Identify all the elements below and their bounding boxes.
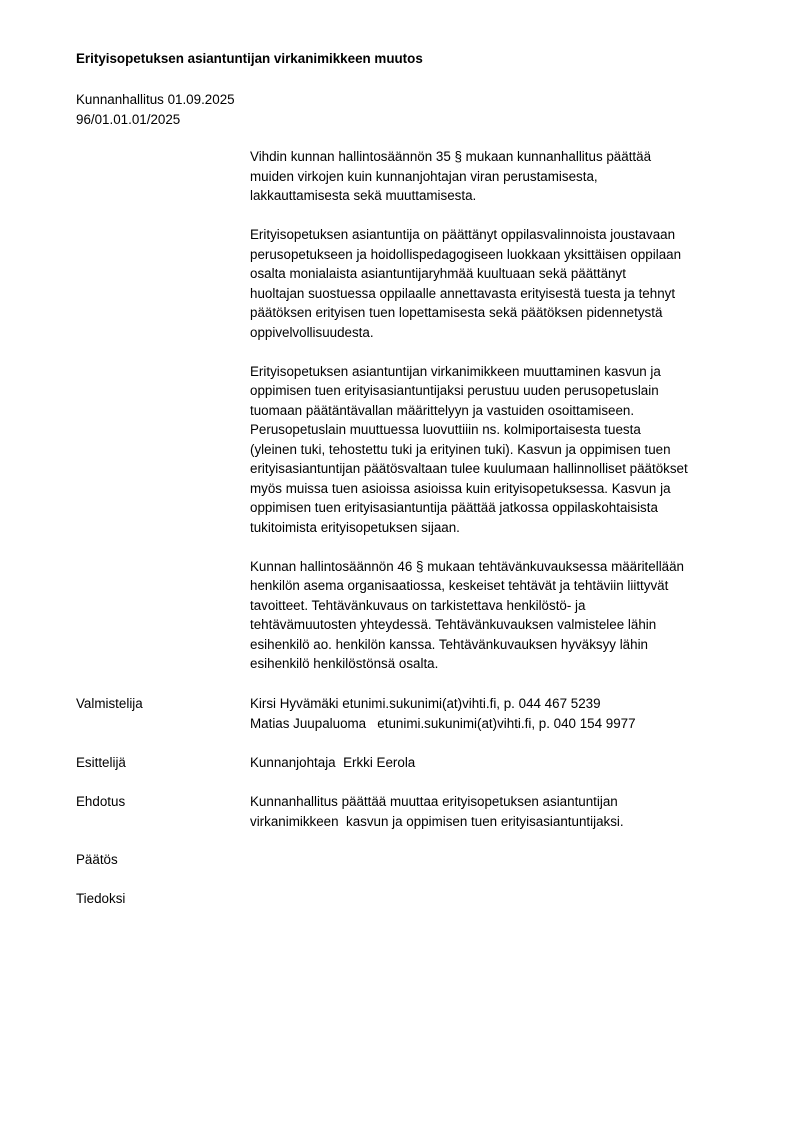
paragraph-line: esihenkilö ao. henkilön kanssa. Tehtävänkuvauksen hyväksyy lähin: [250, 636, 648, 652]
paragraph-line: tavoitteet. Tehtävänkuvaus on tarkistettava henkilöstö- ja: [250, 597, 586, 613]
paragraph-line: Vihdin kunnan hallintosäännön 35 § mukaan kunnanhallitus päättää: [250, 149, 652, 164]
paragraph-line: esihenkilö henkilöstönsä osalta.: [250, 656, 439, 671]
paragraph-1: [250, 147, 750, 206]
paragraph-line: muiden virkojen kuin kunnanjohtajan viran perustamisesta,: [250, 168, 598, 184]
paragraph-2: [250, 225, 750, 342]
paragraph-line: Erityisopetuksen asiantuntijan virkanimikkeen muuttaminen kasvun ja: [250, 363, 661, 379]
esittelija-value: [250, 753, 415, 773]
esittelija-label: Esittelijä: [76, 755, 126, 770]
paragraph-line: Erityisopetuksen asiantuntija on päättänyt oppilasvalinnoista joustavaan: [250, 227, 676, 242]
paragraph-line: myös muissa tuen asioissa asioissa kuin erityisopetuksessa. Kasvun ja: [250, 480, 671, 496]
paragraph-line: oppimisen tuen erityisasiantuntijaksi perustuu uuden perusopetuslain: [250, 383, 659, 398]
ehdotus-label: Ehdotus: [76, 794, 126, 809]
document-title: Erityisopetuksen asiantuntijan virkanimikkeen muutos: [76, 51, 423, 66]
presenter-line: Kunnanjohtaja Erkki Eerola: [250, 755, 416, 770]
valmistelija-label: Valmistelija: [76, 696, 143, 711]
paragraph-line: (yleinen tuki, tehostettu tuki ja erityinen tuki). Kasvun ja oppimisen tuen: [250, 441, 671, 457]
paragraph-line: Kunnan hallintosäännön 46 § mukaan tehtävänkuvauksessa määritellään: [250, 558, 685, 574]
paragraph-line: perusopetukseen ja hoidollispedagogiseen luokkaan yksittäisen oppilaan: [250, 246, 682, 262]
meeting-info: Kunnanhallitus 01.09.2025: [76, 92, 235, 107]
paragraph-line: Perusopetuslain muuttuessa luovuttiiin ns. kolmiportaisesta tuesta: [250, 422, 641, 437]
paragraph-line: oppimisen tuen erityisasiantuntija päättää jatkossa oppilaskohtaisista: [250, 500, 658, 515]
proposal-line: virkanimikkeen kasvun ja oppimisen tuen erityisasiantuntijaksi.: [250, 813, 624, 829]
paragraph-line: tukitoimista erityisopetuksen sijaan.: [250, 519, 460, 535]
paragraph-3: [250, 362, 750, 538]
document-meta: [76, 90, 235, 129]
paatos-label: Päätös: [76, 852, 118, 867]
preparer-line: Matias Juupaluoma etunimi.sukunimi(at)vihti.fi, p. 040 154 9977: [250, 715, 636, 731]
paragraph-4: [250, 557, 750, 674]
paragraph-line: tuomaan päätäntävallan määrittelyyn ja vastuiden osoittamiseen.: [250, 402, 635, 418]
paragraph-line: huoltajan suostuessa oppilaalle annettavasta erityisestä tuesta ja tehnyt: [250, 285, 676, 301]
paragraph-line: lakkauttamisesta sekä muuttamisesta.: [250, 188, 477, 203]
tiedoksi-label: Tiedoksi: [76, 891, 126, 906]
paragraph-line: henkilön asema organisaatiossa, keskeiset tehtävät ja tehtäviin liittyvät: [250, 578, 669, 593]
paragraph-line: päätöksen erityisen tuen lopettamisesta sekä päätöksen pidennetystä: [250, 305, 663, 320]
reference-number: 96/01.01.01/2025: [76, 111, 181, 127]
paragraph-line: oppivelvollisuudesta.: [250, 324, 374, 340]
body-text: [250, 147, 750, 693]
proposal-line: Kunnanhallitus päättää muuttaa erityisopetuksen asiantuntijan: [250, 794, 618, 809]
valmistelija-value: [250, 694, 636, 733]
paragraph-line: erityisasiantuntijan päätösvaltaan tulee kuulumaan hallinnolliset päätökset: [250, 461, 688, 476]
preparer-line: Kirsi Hyvämäki etunimi.sukunimi(at)vihti.fi, p. 044 467 5239: [250, 696, 601, 711]
ehdotus-value: [250, 792, 624, 831]
paragraph-line: tehtävämuutosten yhteydessä. Tehtävänkuvauksen valmistelee lähin: [250, 617, 657, 632]
paragraph-line: osalta monialaista asiantuntijaryhmää kuultuaan sekä päättänyt: [250, 266, 626, 281]
